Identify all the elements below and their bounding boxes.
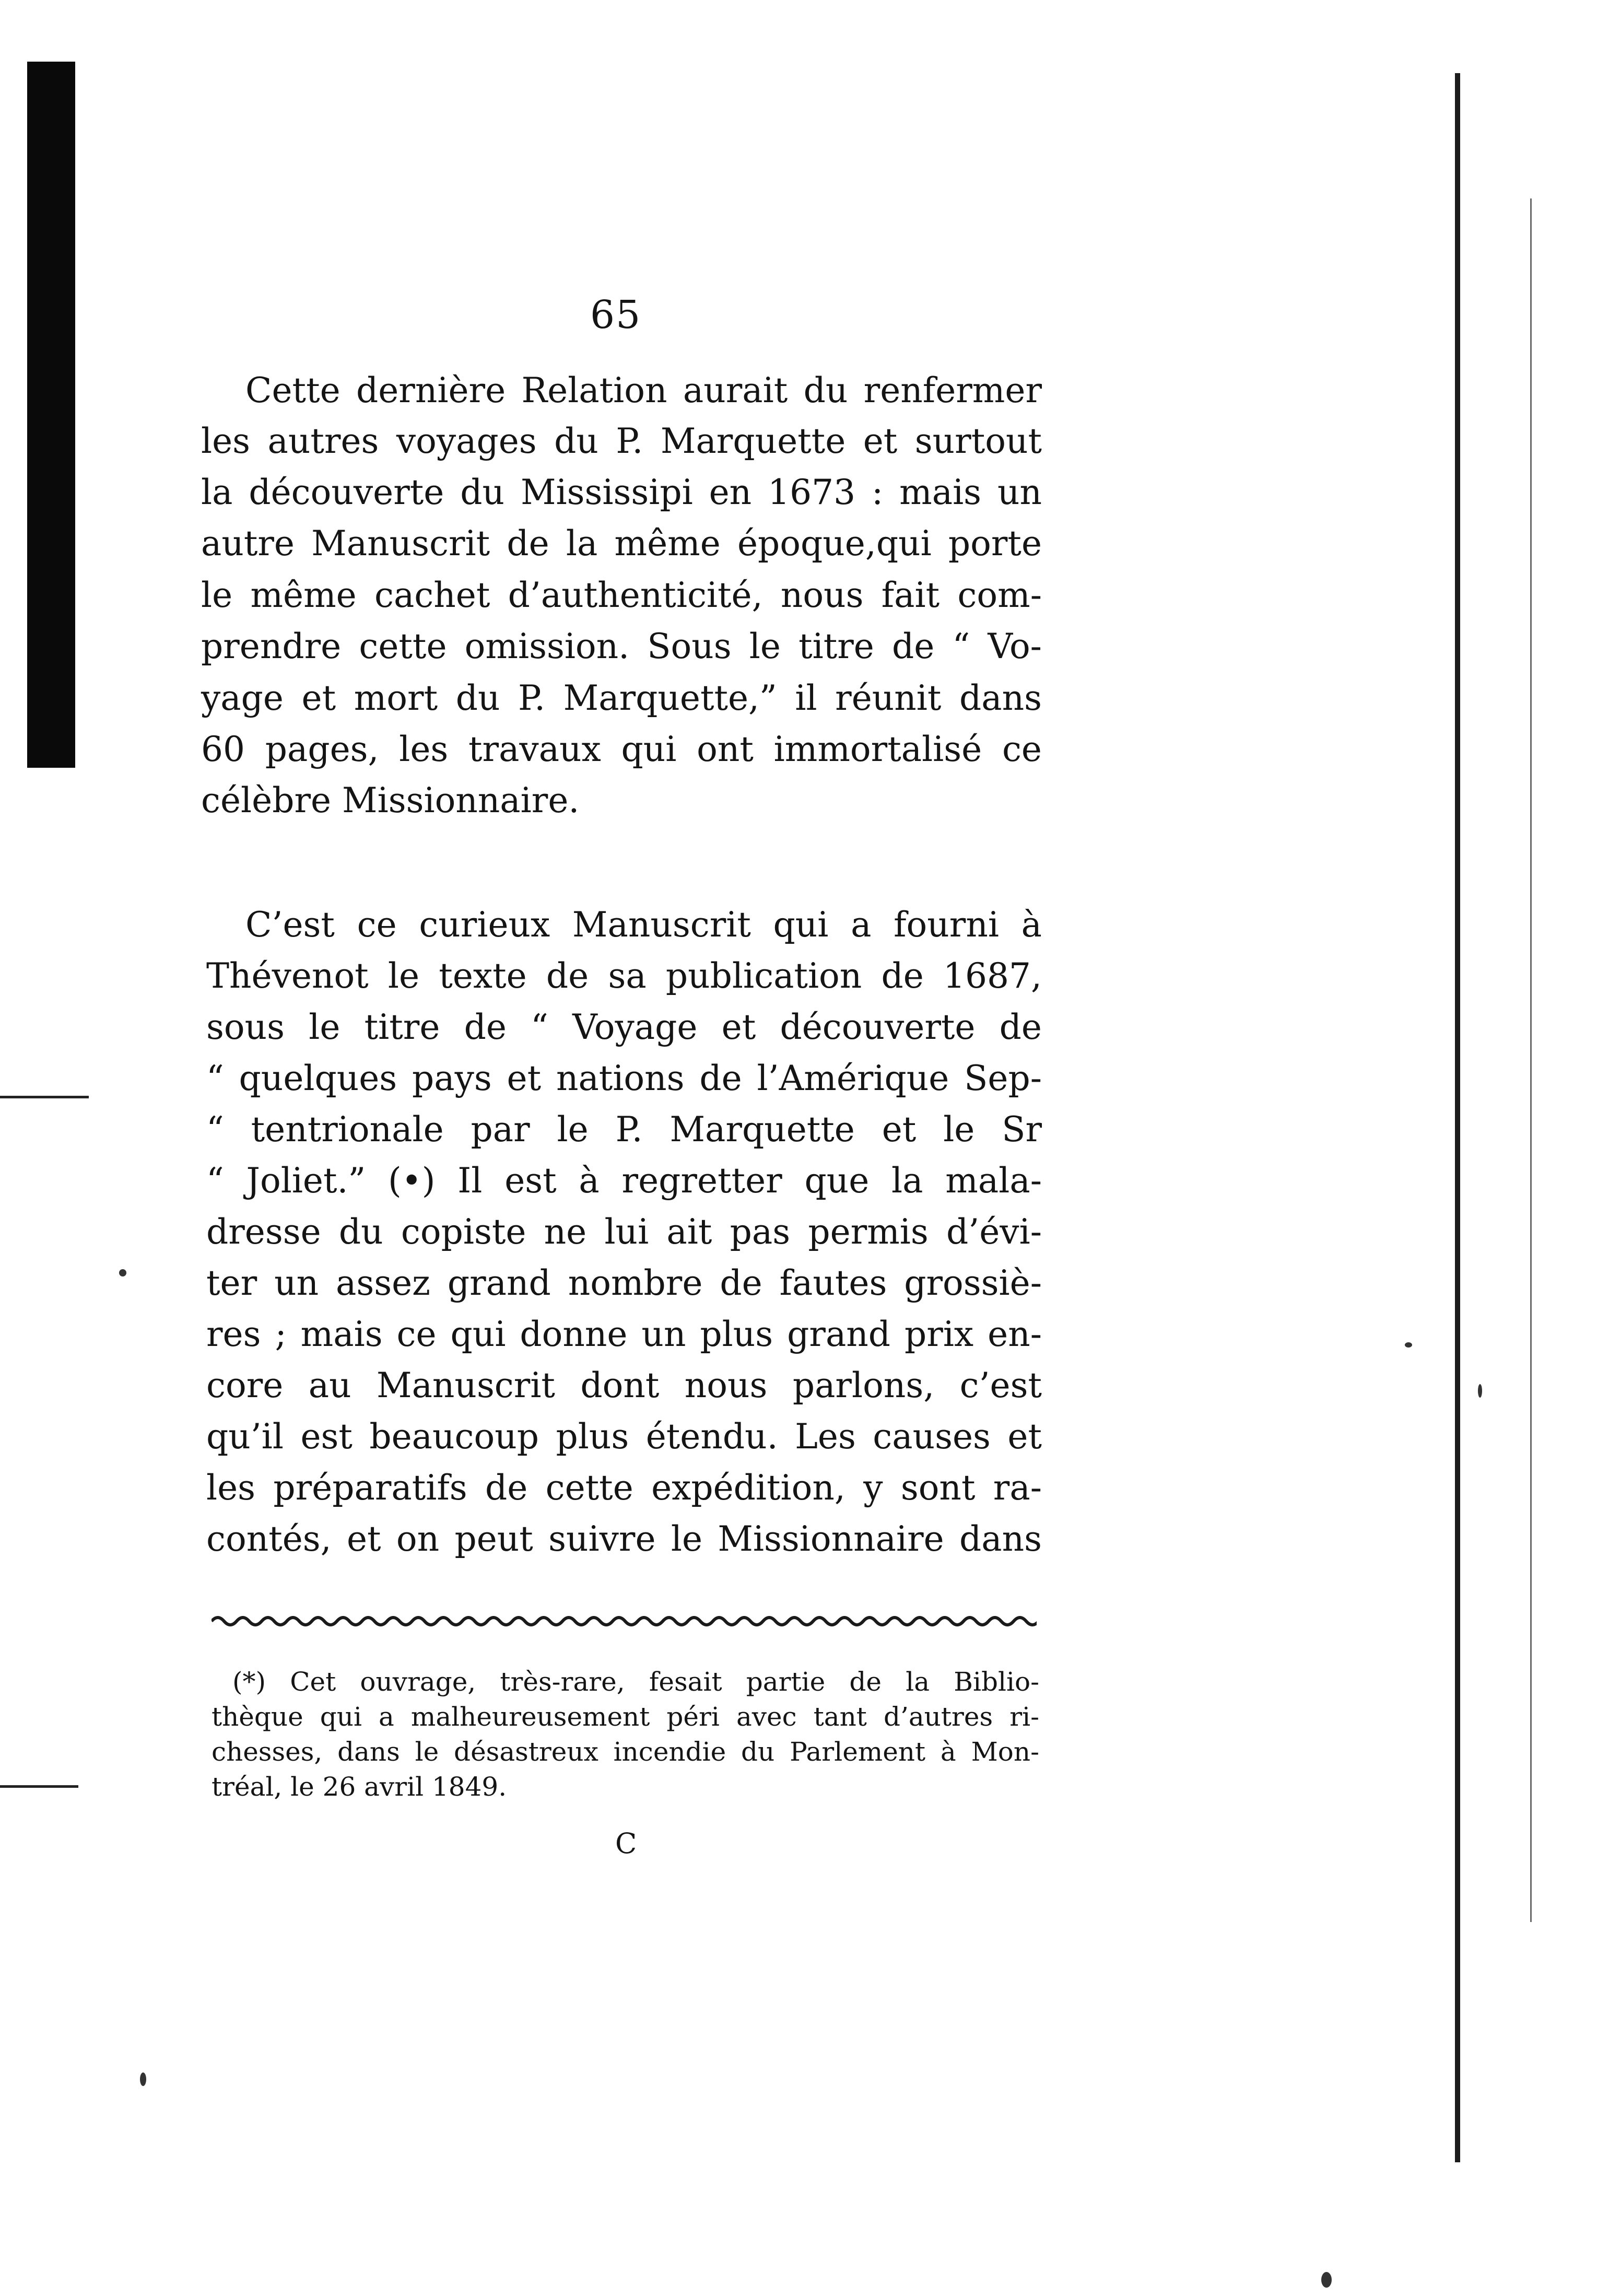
text-line: yage et mort du P. Marquette,” il réunit dans	[201, 678, 1042, 718]
margin-rule	[0, 1096, 89, 1098]
footnote-line: (*) Cet ouvrage, très-rare, fesait partie de la Biblio-	[232, 1667, 1039, 1697]
text-line: prendre cette omission. Sous le titre de “ Vo-	[201, 626, 1042, 666]
text-line: dresse du copiste ne lui ait pas permis d’évi-	[206, 1212, 1042, 1252]
margin-rule	[0, 1785, 78, 1788]
text-line: ter un assez grand nombre de fautes grossiè-	[206, 1263, 1042, 1303]
text-line: les autres voyages du P. Marquette et surtout	[201, 421, 1042, 461]
text-line: core au Manuscrit dont nous parlons, c’est	[206, 1365, 1042, 1405]
text-line: célèbre Missionnaire.	[201, 780, 580, 821]
text-line: 60 pages, les travaux qui ont immortalisé ce	[201, 729, 1042, 769]
footnote-line: tréal, le 26 avril 1849.	[212, 1772, 507, 1802]
scan-speck	[1321, 2272, 1332, 2288]
scan-speck	[119, 1269, 126, 1276]
scan-speck	[1478, 1384, 1482, 1398]
binding-gutter-line	[1455, 73, 1460, 2162]
text-line: Cette dernière Relation aurait du renfermer	[245, 370, 1042, 411]
text-line: les préparatifs de cette expédition, y sont ra-	[206, 1468, 1042, 1508]
text-line: C’est ce curieux Manuscrit qui a fourni à	[245, 905, 1042, 945]
text-line: res ; mais ce qui donne un plus grand prix en-	[206, 1314, 1042, 1354]
page-number: 65	[590, 292, 642, 337]
scan-speck	[1405, 1342, 1412, 1348]
text-line: contés, et on peut suivre le Missionnaire dans	[206, 1519, 1042, 1559]
text-line: “ tentrionale par le P. Marquette et le Sr	[206, 1109, 1042, 1150]
signature-mark: C	[615, 1827, 637, 1860]
text-line: la découverte du Mississipi en 1673 : mais un	[201, 472, 1042, 512]
text-line: sous le titre de “ Voyage et découverte de	[206, 1007, 1042, 1047]
text-line: autre Manuscrit de la même époque,qui porte	[201, 523, 1042, 564]
binding-gutter-line-thin	[1530, 198, 1532, 1922]
scan-speck	[140, 2072, 146, 2086]
text-line: Thévenot le texte de sa publication de 1687,	[206, 956, 1042, 996]
footnote-line: chesses, dans le désastreux incendie du Parlement à Mon-	[212, 1737, 1039, 1767]
scan-edge-bar	[27, 62, 75, 768]
text-line: qu’il est beaucoup plus étendu. Les causes et	[206, 1416, 1042, 1457]
text-line: le même cachet d’authenticité, nous fait com-	[201, 575, 1042, 615]
footnote-line: thèque qui a malheureusement péri avec tant d’autres ri-	[212, 1702, 1039, 1732]
text-line: “ Joliet.” (•) Il est à regretter que la mala-	[206, 1161, 1042, 1201]
text-line: “ quelques pays et nations de l’Amérique Sep-	[206, 1058, 1042, 1098]
ornamental-rule	[212, 1610, 1037, 1631]
